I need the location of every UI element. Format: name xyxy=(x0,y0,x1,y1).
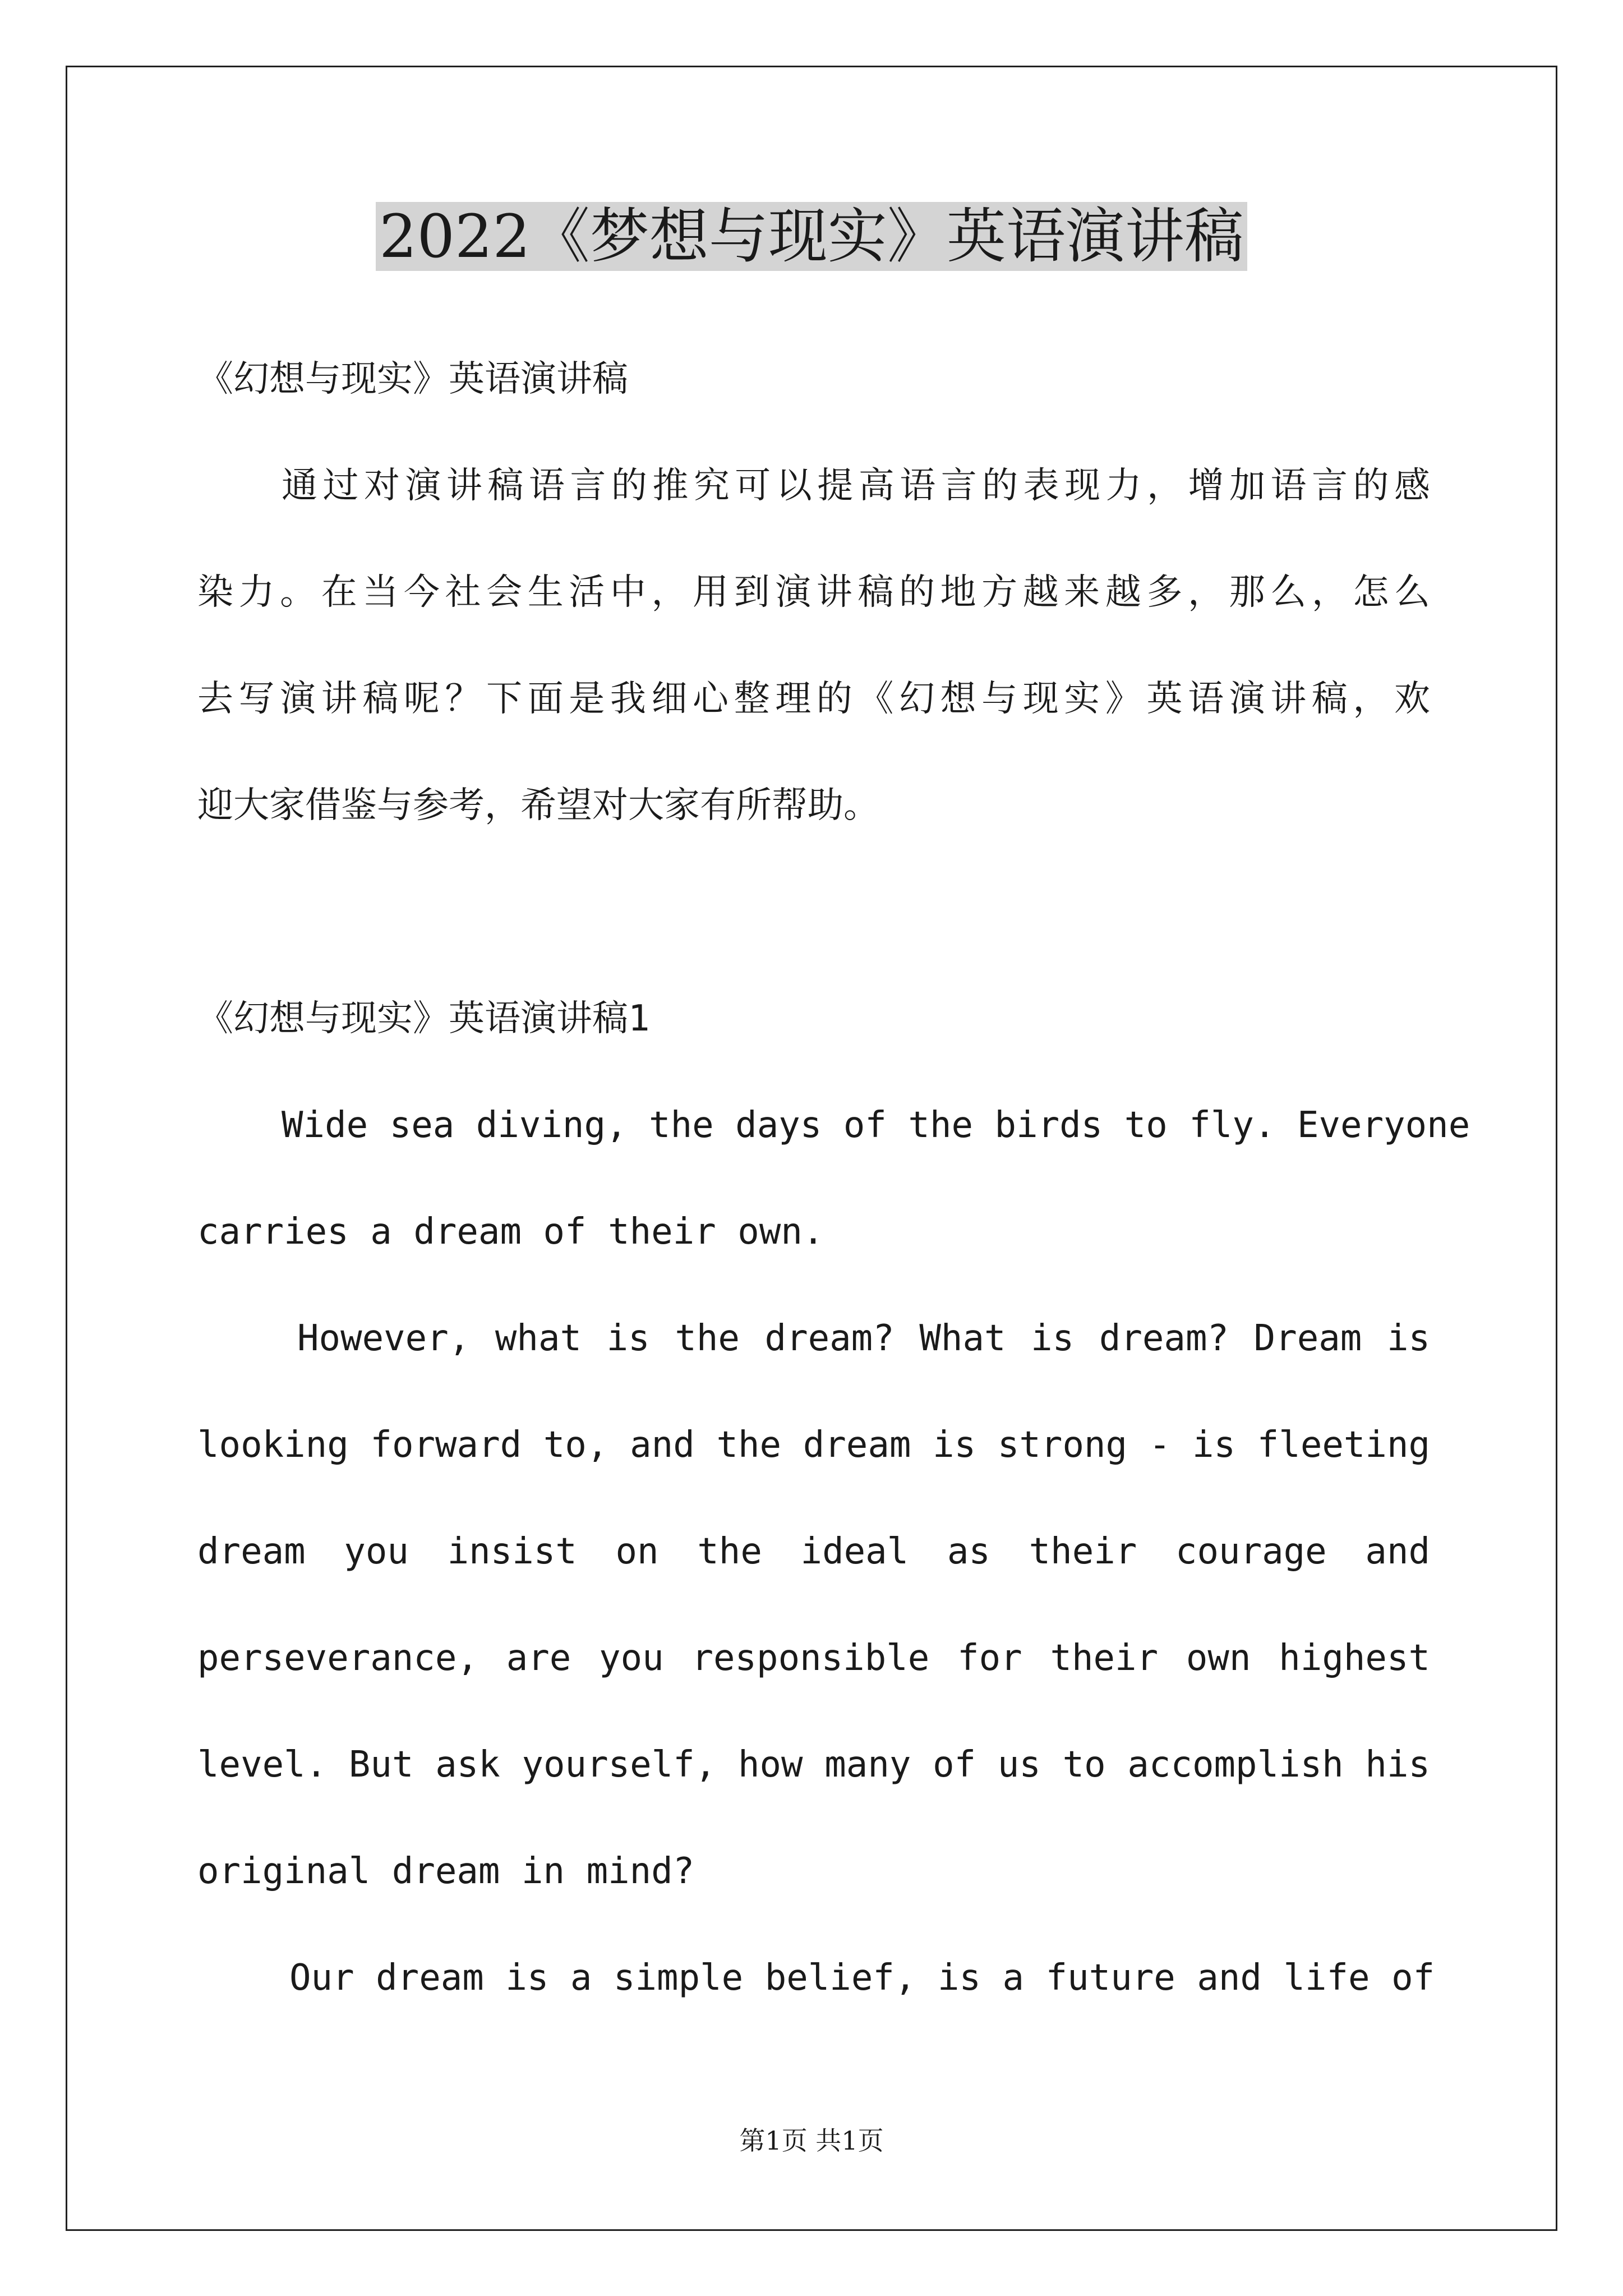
para2-line-6: original dream in mind? xyxy=(197,1851,695,1892)
para2-line-5: level. But ask yourself, how many of us to accomplish his xyxy=(197,1744,1430,1786)
section-heading: 《幻想与现实》英语演讲稿1 xyxy=(197,998,650,1039)
para2-line-4: perseverance, are you responsible for their own highest xyxy=(197,1637,1430,1679)
intro-line-2: 染力。在当今社会生活中，用到演讲稿的地方越来越多，那么，怎么 xyxy=(197,572,1430,613)
intro-line-1: 通过对演讲稿语言的推究可以提高语言的表现力，增加语言的感 xyxy=(282,465,1430,507)
intro-line-3: 去写演讲稿呢？下面是我细心整理的《幻想与现实》英语演讲稿，欢 xyxy=(197,678,1430,720)
para3-line-1: Our dream is a simple belief, is a future and life of xyxy=(289,1957,1435,1999)
para2-line-1: However, what is the dream? What is dream? Dream is xyxy=(297,1318,1430,1359)
para1-line-2: carries a dream of their own. xyxy=(197,1211,824,1253)
intro-line-4: 迎大家借鉴与参考，希望对大家有所帮助。 xyxy=(197,785,879,826)
para1-line-1: Wide sea diving, the days of the birds to fly. Everyone xyxy=(282,1105,1470,1146)
document-subtitle: 《幻想与现实》英语演讲稿 xyxy=(197,358,628,400)
para2-line-3: dream you insist on the ideal as their courage and xyxy=(197,1531,1430,1572)
para2-line-2: looking forward to, and the dream is strong - is fleeting xyxy=(197,1424,1430,1466)
page-footer: 第1页 共1页 xyxy=(739,2125,884,2156)
document-title xyxy=(0,197,1623,276)
document-title-text: 2022《梦想与现实》英语演讲稿 xyxy=(376,202,1247,271)
